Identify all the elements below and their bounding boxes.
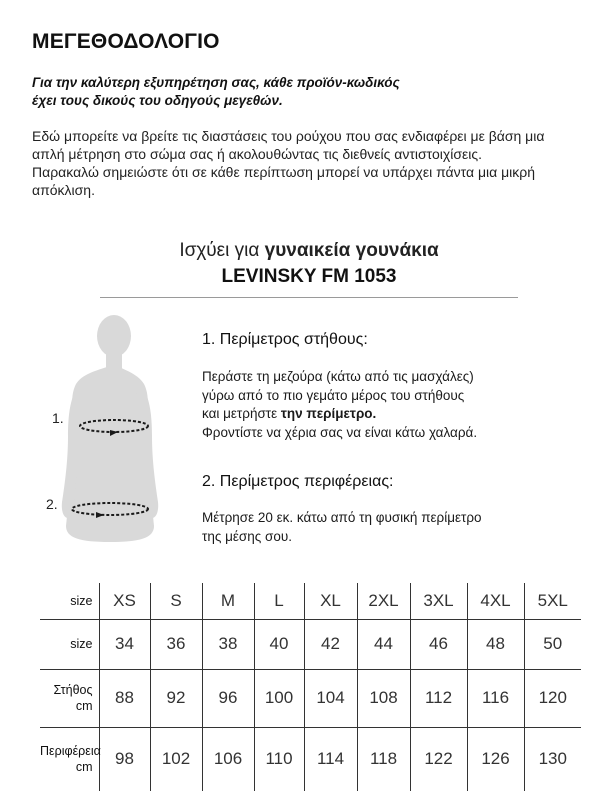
table-cell: 2XL <box>357 583 410 619</box>
chest-instruction-line-1: Περάστε τη μεζούρα (κάτω από τις μασχάλες) <box>202 369 474 384</box>
row-label-text: size <box>70 593 93 608</box>
table-cell: 118 <box>357 727 410 791</box>
table-row-numeric-size <box>40 619 581 669</box>
divider <box>100 297 518 298</box>
chest-measure-instructions <box>202 368 572 442</box>
table-cell: 120 <box>524 669 581 727</box>
row-label-text: Περιφέρεια <box>40 744 101 759</box>
table-cell: 34 <box>99 619 150 669</box>
body-silhouette-illustration <box>40 306 180 552</box>
intro-highlight-line-2: έχει τους δικούς του οδηγούς μεγεθών. <box>32 93 283 108</box>
chest-measure-heading: 1. Περίμετρος στήθους: <box>202 331 368 348</box>
table-cell: 126 <box>467 727 524 791</box>
intro-text <box>32 127 572 199</box>
table-cell: 116 <box>467 669 524 727</box>
applies-category: γυναικεία γουνάκια <box>264 240 439 261</box>
row-label-unit: cm <box>75 699 93 713</box>
row-label-unit: cm <box>75 760 93 775</box>
table-cell: 104 <box>304 669 357 727</box>
table-cell: 5XL <box>524 583 581 619</box>
intro-paragraph-1: Εδώ μπορείτε να βρείτε τις διαστάσεις του ρούχου που σας ενδιαφέρει με βάση μια απλή μέτρηση στο σώμα σας ή ακολουθώντας τις διεθνείς αντιστοιχίσεις. <box>32 128 545 162</box>
table-cell: 36 <box>150 619 202 669</box>
head-shape <box>97 315 131 357</box>
chest-instruction-line-3-text: και μετρήστε <box>202 406 281 421</box>
table-cell: 114 <box>304 727 357 791</box>
table-cell: 42 <box>304 619 357 669</box>
chest-instruction-line-4: Φροντίστε να χέρια σας να είναι κάτω χαλαρά. <box>202 424 478 440</box>
table-cell: 112 <box>410 669 467 727</box>
table-cell: 92 <box>150 669 202 727</box>
table-cell: 110 <box>254 727 304 791</box>
hip-instruction-line-1: Μέτρησε 20 εκ. κάτω από τη φυσική περίμετρο <box>202 510 482 525</box>
chest-instruction-line-3 <box>202 405 572 424</box>
hip-measure-instructions <box>202 509 572 546</box>
table-cell: 122 <box>410 727 467 791</box>
table-cell: 38 <box>202 619 254 669</box>
table-cell: XS <box>99 583 150 619</box>
chest-marker-label: 1. <box>52 410 64 426</box>
intro-highlight <box>32 74 572 110</box>
hip-instruction-line-2: της μέσης σου. <box>202 528 292 544</box>
table-cell: 106 <box>202 727 254 791</box>
applies-prefix: Ισχύει για <box>179 240 265 261</box>
table-cell: 98 <box>99 727 150 791</box>
table-cell: 40 <box>254 619 304 669</box>
table-cell: 130 <box>524 727 581 791</box>
table-row-hips <box>40 727 581 791</box>
table-cell: 4XL <box>467 583 524 619</box>
product-model: LEVINSKY FM 1053 <box>221 266 397 287</box>
row-label <box>40 727 99 791</box>
row-label <box>40 619 99 669</box>
table-cell: M <box>202 583 254 619</box>
table-cell: XL <box>304 583 357 619</box>
row-label <box>40 669 99 727</box>
row-label-text: size <box>70 637 93 651</box>
intro-highlight-line-1: Για την καλύτερη εξυπηρέτηση σας, κάθε προϊόν-κωδικός <box>32 75 400 90</box>
table-cell: 96 <box>202 669 254 727</box>
hip-measure-heading: 2. Περίμετρος περιφέρειας: <box>202 473 394 490</box>
table-cell: S <box>150 583 202 619</box>
applies-to <box>100 240 518 262</box>
intro-paragraph-2: Παρακαλώ σημειώστε ότι σε κάθε περίπτωση μπορεί να υπάρχει πάντα μια μικρή απόκλιση. <box>32 164 536 198</box>
table-cell: 50 <box>524 619 581 669</box>
row-label <box>40 583 99 619</box>
row-label-text: Στήθος <box>53 683 93 697</box>
chest-instruction-line-2: γύρω από το πιο γεμάτο μέρος του στήθους <box>202 387 465 403</box>
table-cell: 102 <box>150 727 202 791</box>
table-cell: 100 <box>254 669 304 727</box>
chest-instruction-line-3-bold: την περίμετρο. <box>280 406 377 421</box>
hip-marker-label: 2. <box>46 496 58 512</box>
table-cell: 3XL <box>410 583 467 619</box>
size-table <box>40 583 581 791</box>
table-cell: 46 <box>410 619 467 669</box>
table-cell: L <box>254 583 304 619</box>
table-cell: 48 <box>467 619 524 669</box>
table-row-international-size <box>40 583 581 619</box>
table-cell: 44 <box>357 619 410 669</box>
table-cell: 108 <box>357 669 410 727</box>
table-cell: 88 <box>99 669 150 727</box>
table-row-chest <box>40 669 581 727</box>
page-title: ΜΕΓΕΘΟΔΟΛΟΓΙΟ <box>32 30 220 53</box>
